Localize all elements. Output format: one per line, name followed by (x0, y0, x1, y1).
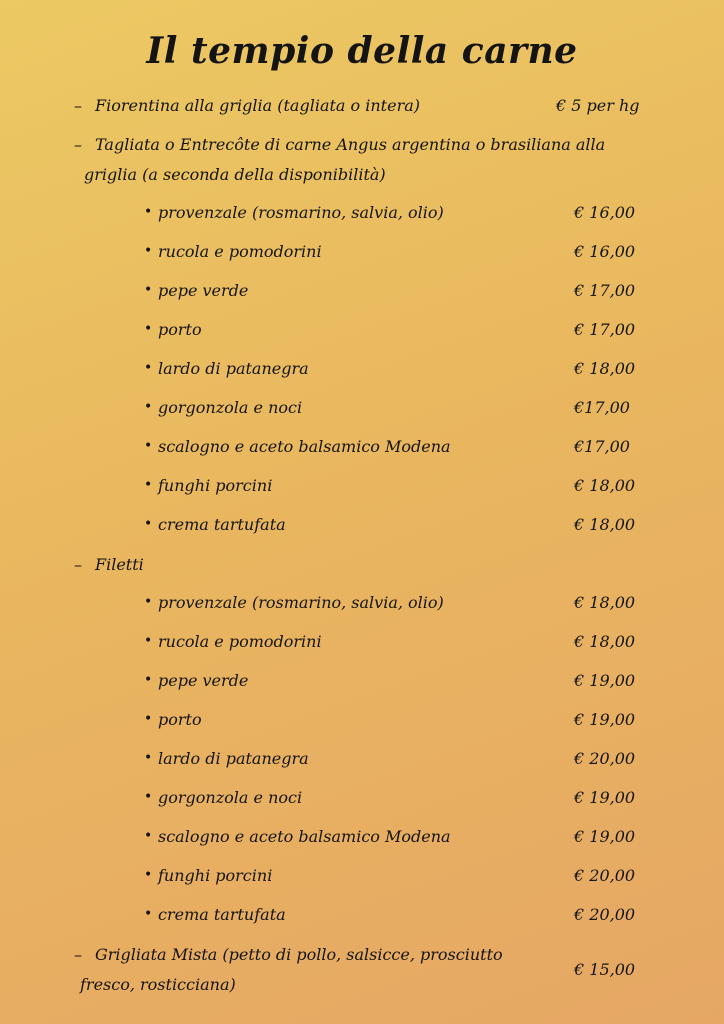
dash-marker: – (74, 135, 82, 154)
fiorentina-label: Fiorentina alla griglia (tagliata o intera) (95, 96, 421, 115)
tagliata-label-line2: griglia (a seconda della disponibilità) (84, 165, 386, 184)
bullet-marker: • (144, 438, 153, 454)
option-price: € 16,00 (574, 242, 636, 261)
option-price: € 19,00 (574, 788, 636, 807)
option-label: scalogno e aceto balsamico Modena (158, 437, 451, 456)
grigliata-label-line2: fresco, rosticciana) (80, 975, 236, 994)
option-label: lardo di patanegra (158, 749, 309, 768)
option-price: €17,00 (574, 437, 630, 456)
option-price: € 16,00 (574, 203, 636, 222)
grigliata-price: € 15,00 (574, 960, 636, 979)
filetti-label: Filetti (95, 555, 144, 574)
option-label: porto (158, 320, 202, 339)
bullet-marker: • (144, 594, 153, 610)
bullet-marker: • (144, 711, 153, 727)
dash-marker: – (74, 96, 82, 115)
bullet-marker: • (144, 321, 153, 337)
bullet-marker: • (144, 633, 153, 649)
option-label: scalogno e aceto balsamico Modena (158, 827, 451, 846)
bullet-marker: • (144, 399, 153, 415)
option-price: € 17,00 (574, 320, 636, 339)
bullet-marker: • (144, 750, 153, 766)
option-label: lardo di patanegra (158, 359, 309, 378)
option-label: crema tartufata (158, 515, 286, 534)
option-price: € 19,00 (574, 827, 636, 846)
option-price: €17,00 (574, 398, 630, 417)
bullet-marker: • (144, 906, 153, 922)
menu-title: Il tempio della carne (146, 30, 578, 72)
option-price: € 18,00 (574, 476, 636, 495)
grigliata-label-line1: Grigliata Mista (petto di pollo, salsicce, prosciutto (95, 945, 503, 964)
option-price: € 20,00 (574, 905, 636, 924)
option-price: € 20,00 (574, 866, 636, 885)
bullet-marker: • (144, 516, 153, 532)
bullet-marker: • (144, 828, 153, 844)
tagliata-label-line1: Tagliata o Entrecôte di carne Angus argentina o brasiliana alla (95, 135, 606, 154)
option-label: provenzale (rosmarino, salvia, olio) (158, 593, 444, 612)
dash-marker: – (74, 945, 82, 964)
option-label: rucola e pomodorini (158, 242, 322, 261)
bullet-marker: • (144, 672, 153, 688)
option-label: porto (158, 710, 202, 729)
bullet-marker: • (144, 867, 153, 883)
option-price: € 18,00 (574, 359, 636, 378)
option-label: crema tartufata (158, 905, 286, 924)
fiorentina-price: € 5 per hg (556, 96, 640, 115)
option-price: € 20,00 (574, 749, 636, 768)
option-price: € 18,00 (574, 632, 636, 651)
option-label: rucola e pomodorini (158, 632, 322, 651)
option-label: gorgonzola e noci (158, 398, 303, 417)
dash-marker: – (74, 555, 82, 574)
option-label: pepe verde (158, 281, 249, 300)
bullet-marker: • (144, 204, 153, 220)
bullet-marker: • (144, 477, 153, 493)
option-label: pepe verde (158, 671, 249, 690)
option-price: € 19,00 (574, 671, 636, 690)
bullet-marker: • (144, 789, 153, 805)
option-price: € 18,00 (574, 593, 636, 612)
option-label: funghi porcini (158, 476, 273, 495)
option-label: funghi porcini (158, 866, 273, 885)
bullet-marker: • (144, 243, 153, 259)
bullet-marker: • (144, 360, 153, 376)
option-price: € 19,00 (574, 710, 636, 729)
option-label: gorgonzola e noci (158, 788, 303, 807)
option-price: € 17,00 (574, 281, 636, 300)
option-price: € 18,00 (574, 515, 636, 534)
bullet-marker: • (144, 282, 153, 298)
option-label: provenzale (rosmarino, salvia, olio) (158, 203, 444, 222)
